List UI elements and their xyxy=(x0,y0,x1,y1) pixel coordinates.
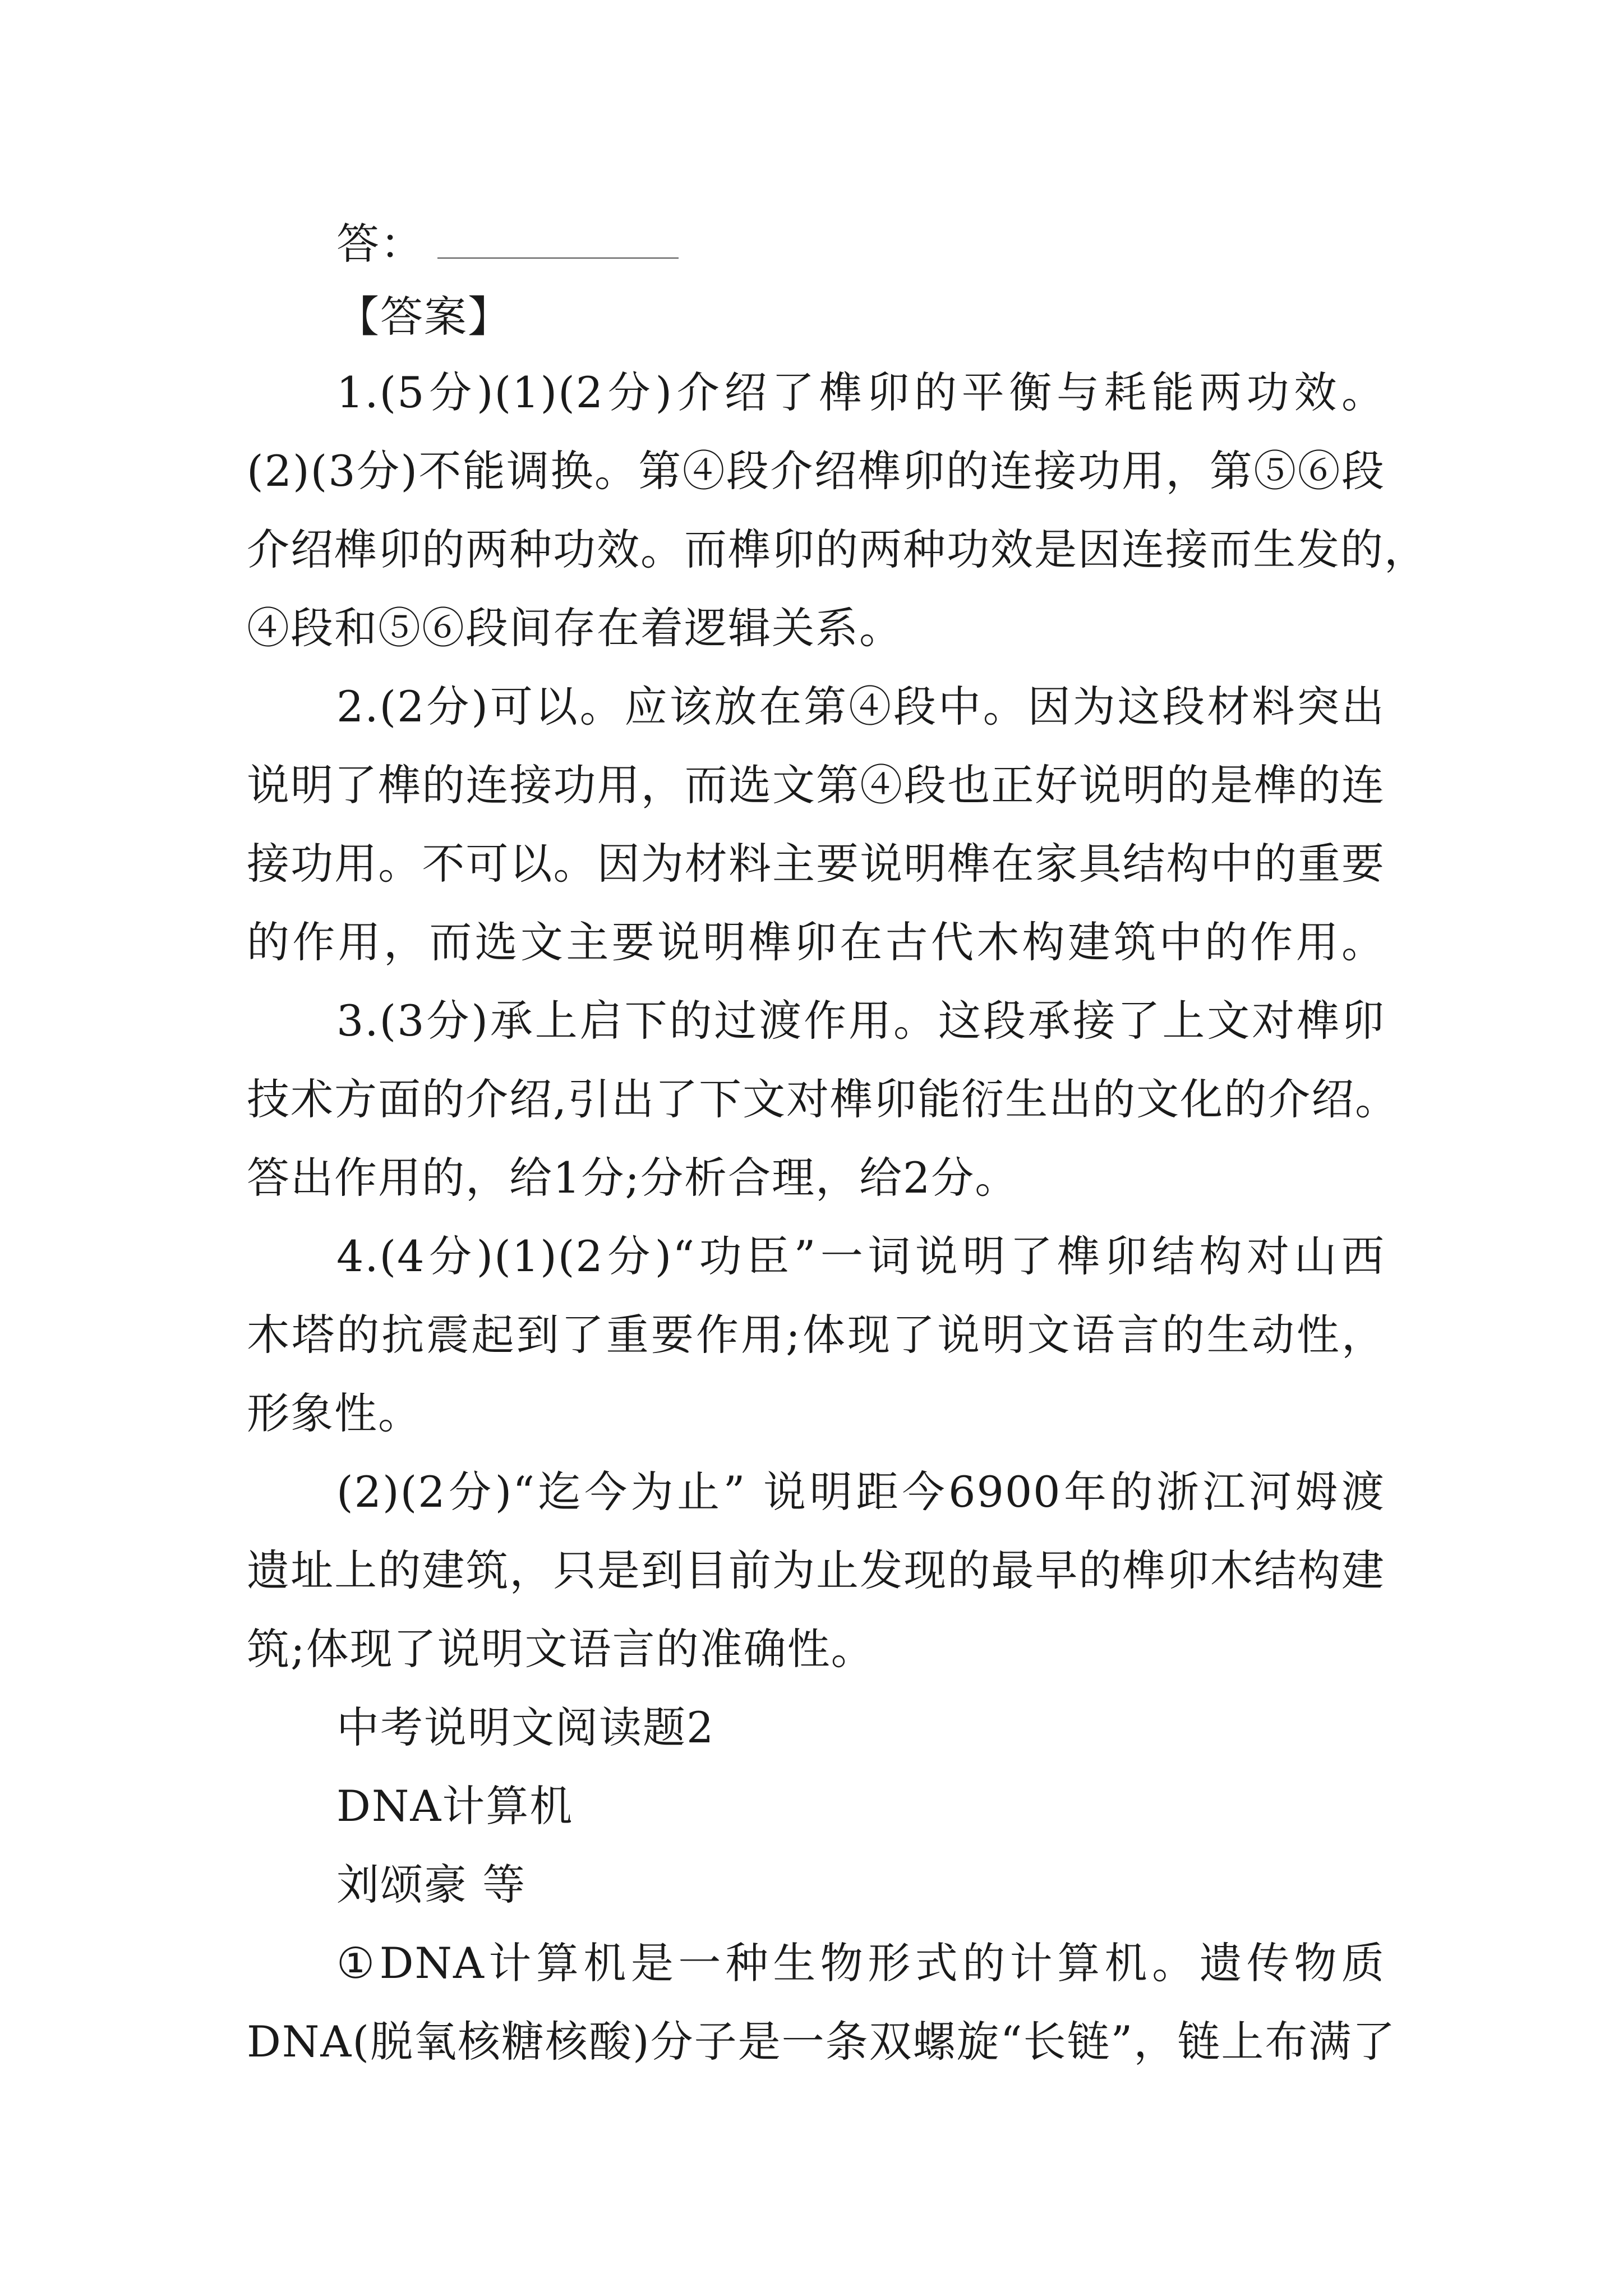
paragraph-line: 介绍榫卯的两种功效。而榫卯的两种功效是因连接而生发的， xyxy=(247,524,1428,574)
section-title: 中考说明文阅读题2 xyxy=(336,1703,715,1752)
paragraph-line: 木塔的抗震起到了重要作用;体现了说明文语言的生动性， xyxy=(247,1310,1385,1360)
paragraph-line: 1.(5分)(1)(2分)介绍了榫卯的平衡与耗能两功效。 xyxy=(336,367,1385,417)
paragraph-line: (2)(2分)“迄今为止” 说明距今6900年的浙江河姆渡 xyxy=(336,1467,1385,1517)
paragraph-line: 形象性。 xyxy=(247,1388,422,1438)
article-title: DNA计算机 xyxy=(336,1781,574,1831)
paragraph-line: 技术方面的介绍,引出了下文对榫卯能衍生出的文化的介绍。 xyxy=(247,1074,1399,1124)
answer-blank-field[interactable] xyxy=(437,224,679,259)
answer-heading: 【答案】 xyxy=(336,292,511,342)
answer-prompt-line xyxy=(336,216,1385,272)
paragraph-line: 的作用，而选文主要说明榫卯在古代木构建筑中的作用。 xyxy=(247,917,1385,967)
paragraph-line: 4.(4分)(1)(2分)“功臣”一词说明了榫卯结构对山西 xyxy=(336,1231,1385,1281)
paragraph-line: ④段和⑤⑥段间存在着逻辑关系。 xyxy=(247,603,903,653)
paragraph-line: 答出作用的，给1分;分析合理，给2分。 xyxy=(247,1153,1019,1203)
answer-prompt-label: 答： xyxy=(336,219,424,269)
paragraph-line: 接功用。不可以。因为材料主要说明榫在家具结构中的重要 xyxy=(247,839,1385,889)
paragraph-line: 遗址上的建筑，只是到目前为止发现的最早的榫卯木结构建 xyxy=(247,1545,1385,1595)
article-author: 刘颂豪 等 xyxy=(336,1860,527,1910)
paragraph-line: 3.(3分)承上启下的过渡作用。这段承接了上文对榫卯 xyxy=(336,996,1385,1046)
paragraph-line: 筑;体现了说明文语言的准确性。 xyxy=(247,1624,875,1674)
paragraph-line: ①DNA计算机是一种生物形式的计算机。遗传物质 xyxy=(336,1938,1385,1988)
paragraph-line: DNA(脱氧核糖核酸)分子是一条双螺旋“长链”，链上布满了 xyxy=(247,2017,1396,2067)
paragraph-line: 说明了榫的连接功用，而选文第④段也正好说明的是榫的连 xyxy=(247,760,1385,810)
paragraph-line: (2)(3分)不能调换。第④段介绍榫卯的连接功用，第⑤⑥段 xyxy=(247,446,1385,496)
paragraph-line: 2.(2分)可以。应该放在第④段中。因为这段材料突出 xyxy=(336,682,1385,731)
